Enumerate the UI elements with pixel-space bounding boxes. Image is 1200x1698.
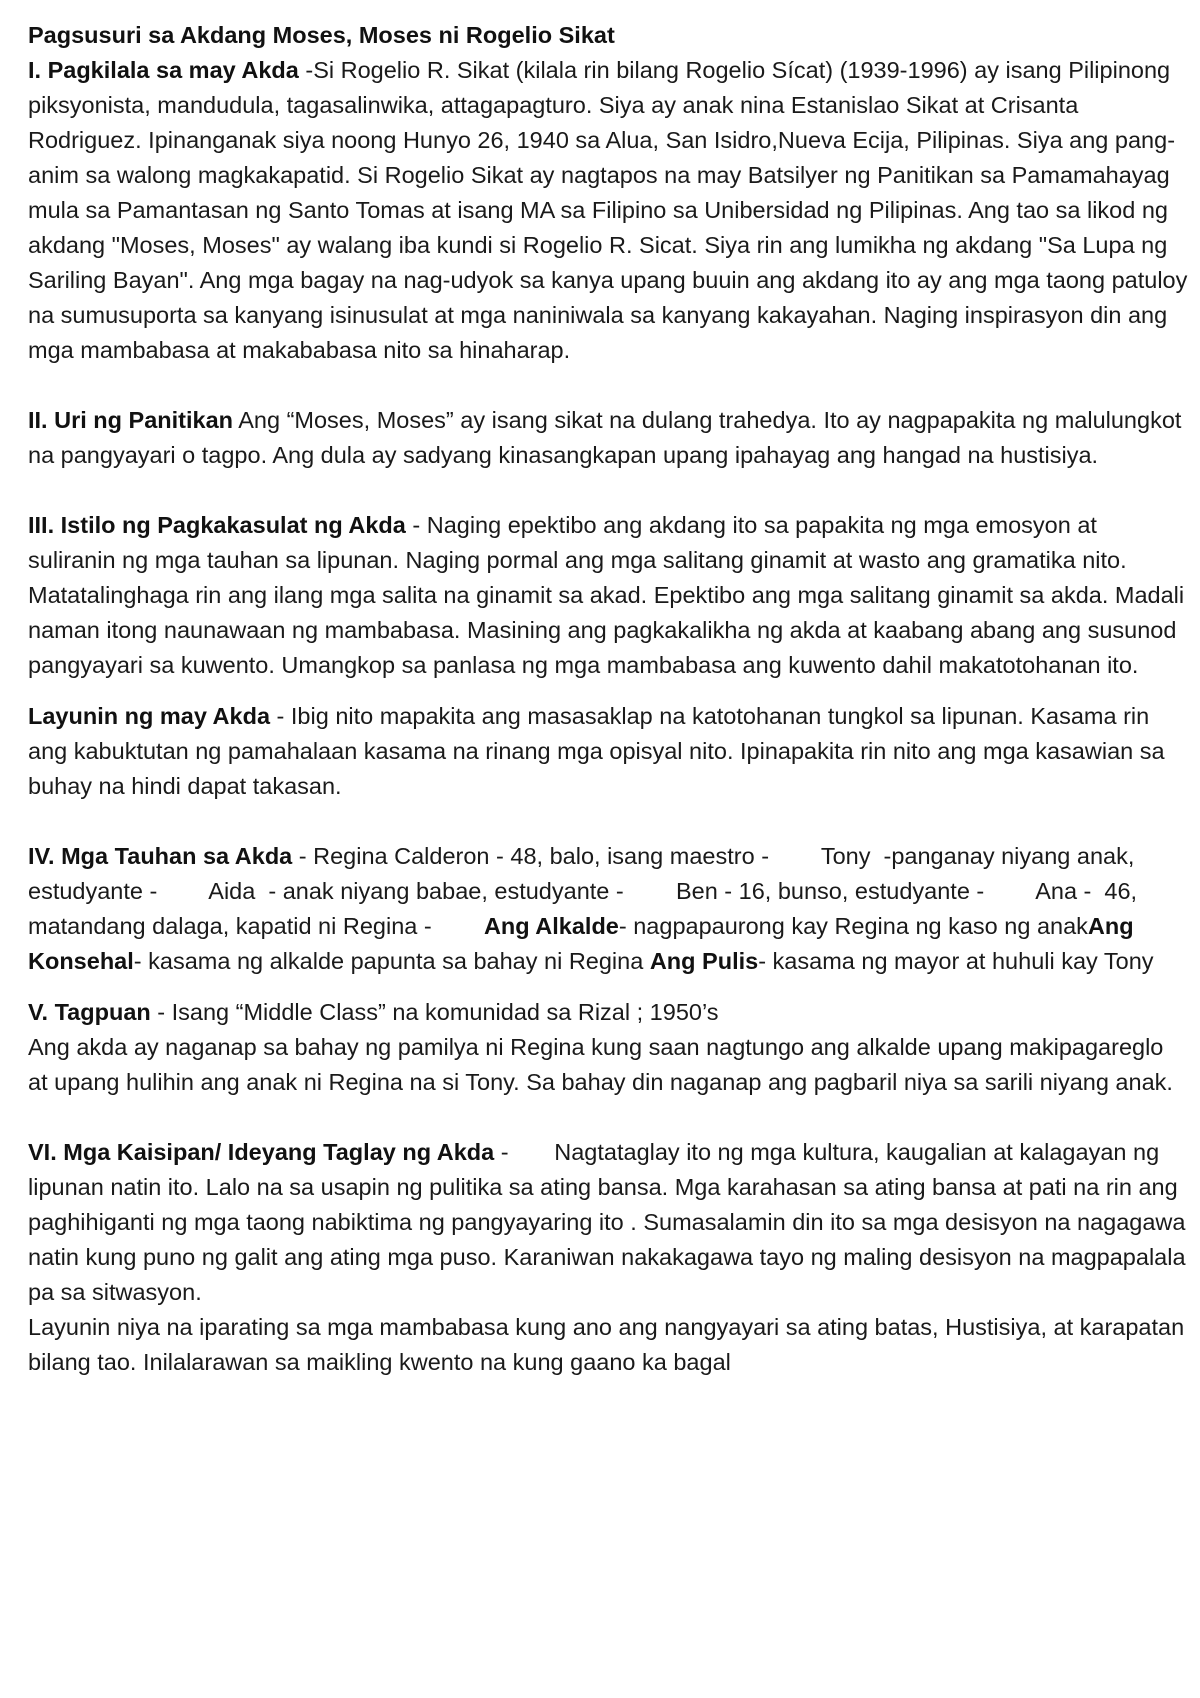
tauhan-alkalde: Ang Alkalde <box>483 913 619 939</box>
section-kaisipan-text: - Nagtataglay ito ng mga kultura, kaugalian at kalagayan ng lipunan natin ito. Lalo na sa usapin ng pulitika sa ating bansa. Mga karahasan sa ating bansa at pati na rin ang paghihiganti ng mga taong nabiktima ng pangyayaring ito . Sumasalamin din ito sa mga desisyon na nagagawa natin kung puno ng galit ang ating mga puso. Karaniwan nakakagawa tayo ng maling desisyon na magpapalala pa sa sitwasyon. <box>28 1139 1193 1305</box>
document-page <box>28 18 1194 1380</box>
section-kaisipan <box>28 1135 1193 1310</box>
section-tagpuan-heading: V. Tagpuan <box>28 999 151 1025</box>
section-kaisipan-paragraph: Layunin niya na iparating sa mga mambabasa kung ano ang nangyayari sa ating batas, Hustisiya, at karapatan bilang tao. Inilalarawan sa maikling kwento na kung gaano ka bagal <box>28 1314 1191 1375</box>
section-layunin-heading: Layunin ng may Akda <box>28 703 271 729</box>
section-tauhan-text-d: - kasama ng mayor at huhuli kay Tony <box>758 948 1154 974</box>
section-pagkilala-text: -Si Rogelio R. Sikat (kilala rin bilang Rogelio Sícat) (1939-1996) ay isang Pilipinong piksyonista, mandudula, tagasalinwika, attagapagturo. Siya ay anak nina Estanislao Sikat at Crisanta Rodriguez. Ipinanganak siya noong Hunyo 26, 1940 sa Alua, San Isidro,Nueva Ecija, Pilipinas. Siya ang pang-anim sa walong magkakapatid. Si Rogelio Sikat ay nagtapos na may Batsilyer ng Panitikan sa Pamamahayag mula sa Pamantasan ng Santo Tomas at isang MA sa Filipino sa Unibersidad ng Pilipinas. Ang tao sa likod ng akdang "Moses, Moses" ay walang iba kundi si Rogelio R. Sicat. Siya rin ang lumikha ng akdang "Sa Lupa ng Sariling Bayan". Ang mga bagay na nag-udyok sa kanya upang buuin ang akdang ito ay ang mga taong patuloy na sumusuporta sa kanyang isinusulat at mga naniniwala sa kanyang kakayahan. Naging inspirasyon din ang mga mambabasa at makababasa nito sa hinaharap. <box>28 57 1194 363</box>
section-tagpuan-paragraph: Ang akda ay naganap sa bahay ng pamilya ni Regina kung saan nagtungo ang alkalde upang makipagareglo at upang hulihin ang anak ni Regina na si Tony. Sa bahay din naganap ang pagbaril niya sa sarili niyang anak. <box>28 1034 1173 1095</box>
section-kaisipan-heading: VI. Mga Kaisipan/ Ideyang Taglay ng Akda <box>28 1139 495 1165</box>
tauhan-konsehal: Ang Konsehal <box>28 913 1141 974</box>
section-pagkilala-heading: I. Pagkilala sa may Akda <box>28 57 299 83</box>
section-pagkilala <box>28 53 1194 368</box>
section-tauhan-text-c: - kasama ng alkalde papunta sa bahay ni Regina <box>133 948 650 974</box>
section-tauhan <box>28 839 1188 979</box>
section-istilo-heading: III. Istilo ng Pagkakasulat ng Akda <box>28 512 406 538</box>
section-layunin-text: - Ibig nito mapakita ang masasaklap na katotohanan tungkol sa lipunan. Kasama rin ang kabuktutan ng pamahalaan kasama na rinang mga opisyal nito. Ipinapakita rin nito ang mga kasawian sa buhay na hindi dapat takasan. <box>28 703 1172 799</box>
section-istilo-text: - Naging epektibo ang akdang ito sa papakita ng mga emosyon at suliranin ng mga tauhan sa lipunan. Naging pormal ang mga salitang ginamit at wasto ang gramatika nito. Matatalinghaga rin ang ilang mga salita na ginamit sa akad. Epektibo ang mga salitang ginamit sa akda. Madali naman itong naunawaan ng mambabasa. Masining ang pagkakalikha ng akda at kaabang abang ang susunod pangyayari sa kuwento. Umangkop sa panlasa ng mga mambabasa ang kuwento dahil makatotohanan ito. <box>28 512 1191 678</box>
section-tagpuan <box>28 995 1188 1030</box>
section-layunin <box>28 699 1188 804</box>
section-tauhan-text-a: - Regina Calderon - 48, balo, isang maestro - Tony -panganay niyang anak, estudyante - Aida - anak niyang babae, estudyante - Ben - 16, bunso, estudyante - Ana - 46, matandang dalaga, kapatid ni Regina - <box>28 843 1144 939</box>
tauhan-pulis: Ang Pulis <box>649 948 759 974</box>
section-uri-heading: II. Uri ng Panitikan <box>28 407 234 433</box>
section-istilo <box>28 508 1191 683</box>
document-title: Pagsusuri sa Akdang Moses, Moses ni Rogelio Sikat <box>28 22 615 48</box>
section-tauhan-text-b: - nagpapaurong kay Regina ng kaso ng anak <box>618 913 1088 939</box>
section-tauhan-heading: IV. Mga Tauhan sa Akda <box>28 843 293 869</box>
section-tagpuan-text: - Isang “Middle Class” na komunidad sa Rizal ; 1950’s <box>150 999 719 1025</box>
section-uri-ng-panitikan <box>28 403 1188 473</box>
section-uri-text: Ang “Moses, Moses” ay isang sikat na dulang trahedya. Ito ay nagpapakita ng malulungkot na pangyayari o tagpo. Ang dula ay sadyang kinasangkapan upang ipahayag ang hangad na hustisiya. <box>28 407 1188 468</box>
